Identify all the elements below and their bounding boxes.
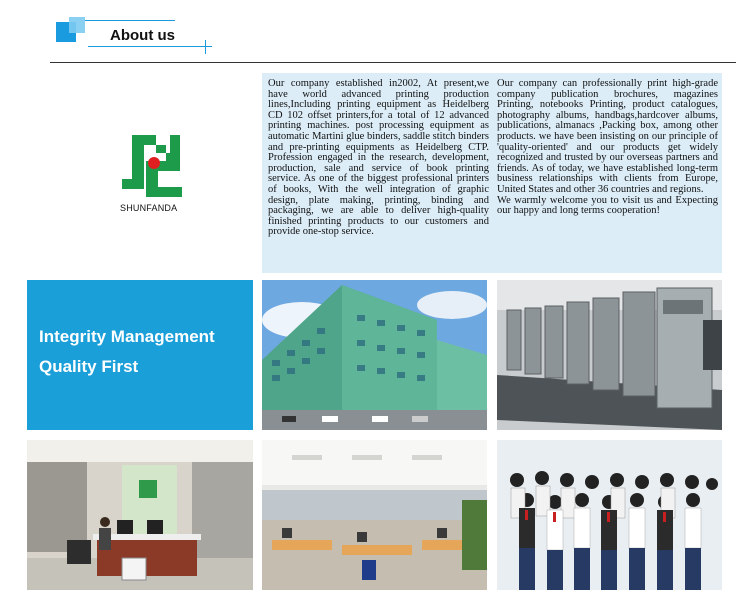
slogan-line-1: Integrity Management: [39, 327, 215, 346]
slogan-line-2: Quality First: [39, 357, 139, 376]
reception-hall-photo: [27, 440, 253, 590]
slogan-banner: [27, 280, 253, 430]
office-area-photo: [262, 440, 487, 590]
header-line-bottom: [88, 46, 212, 47]
intro-column-right: [497, 79, 718, 269]
intro-text-box: [262, 73, 722, 273]
factory-building-photo: [262, 280, 487, 430]
intro-paragraph: Our company established in2002, At present,we have world advanced printing production lines,Including printing equipment as Heidelberg CD 102 offset printers,for a total of 12 advanced printing machines. post processing equipment as automatic Martini glue binders, saddle stitch binders and pre-printing equipments as Heidelberg CTP. Profession engaged in the research, development, production, sale and service of book printing service. As one of the biggest professional printers of books, With the well integration of graphic design, plate making, printing, binding and packaging, we are able to deliver high-quality finished printing products to our customers and provide one-stop service.: [268, 78, 489, 238]
intro-paragraph: Our company can professionally print high-grade company publication brochures, magazines Printing, notebooks Printing, product catalogues, photography albums, handbags,hardcover albums, publications, almanacs ,Packing box, among other products. we have been insisting on our principle of 'quality-oriented' and our products get widely recognized and trusted by our overseas partners and friends. As of today, we have established long-term business relationships with clients from Europe, United States and other 36 countries and regions.: [497, 78, 718, 195]
team-group-photo: [497, 440, 722, 590]
intro-column-left: [268, 79, 489, 269]
page-title: About us: [110, 27, 175, 44]
intro-paragraph: We warmly welcome you to visit us and Expecting our happy and long terms cooperation!: [497, 194, 718, 217]
shunfanda-logo-icon: [118, 131, 188, 201]
header-divider: [50, 62, 736, 63]
printing-press-photo: [497, 280, 722, 430]
header-cross-line: [205, 40, 206, 54]
header-square-light: [69, 17, 85, 33]
company-name: SHUNFANDA: [120, 203, 178, 213]
header-line-top: [85, 20, 175, 21]
